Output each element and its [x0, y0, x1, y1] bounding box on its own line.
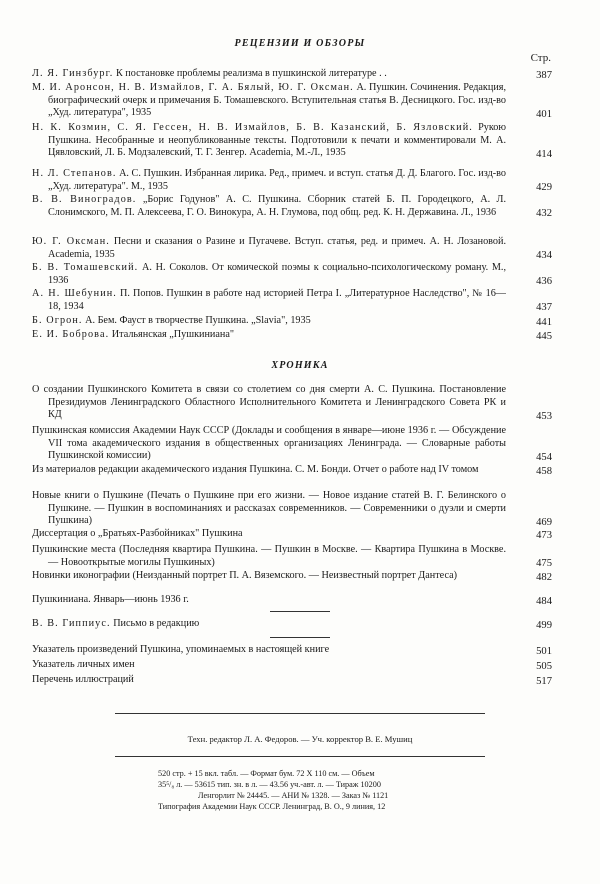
index-title: Указатель личных имен	[32, 659, 135, 670]
page-number: 437	[536, 302, 552, 314]
page-number: 501	[536, 645, 552, 657]
review-entry	[32, 288, 552, 313]
review-title: К постановке проблемы реализма в пушкинской литературе . .	[115, 68, 387, 79]
review-title: А. Бем. Фауст в творчестве Пушкина. „Slavia", 1935	[85, 315, 311, 326]
review-title: Итальянская „Пушкиниана"	[111, 329, 235, 340]
review-title: А. Н. Соколов. От комической поэмы к социально-психологическому роману. М., 1936	[48, 262, 507, 286]
chronicle-entry	[32, 570, 552, 583]
review-entry	[32, 194, 552, 219]
review-title: А. Пушкин. Сочинения. Редакция, биографический очерк и примечания Б. Томашевского. Вступительная статья В. Десницкого. Гос. изд-во „Худ. литература", 1935	[48, 82, 507, 119]
review-title: Песни и сказания о Разине и Пугачеве. Вступ. статья, ред. и примеч. А. Н. Лозановой. Academia, 1935	[48, 236, 507, 260]
page-number: 434	[536, 250, 552, 262]
review-title: „Борис Годунов" А. С. Пушкина. Сборник статей Б. П. Городецкого, А. Л. Слонимского, М. П. Алексеева, Г. О. Винокура, А. Н. Глумова, под общ. ред. К. Н. Державина. Л., 1936	[48, 194, 507, 218]
page-number: 484	[536, 595, 552, 607]
imprint-block	[158, 768, 458, 812]
page-number: 401	[536, 108, 552, 120]
credits-line: Техн. редактор Л. А. Федоров. — Уч. корректор В. Е. Мушиц	[187, 734, 413, 744]
index-entry	[32, 644, 552, 657]
divider	[115, 756, 485, 757]
page-number: 436	[536, 276, 552, 288]
review-author: Н. Л. Степанов.	[32, 168, 117, 179]
review-author: М. И. Аронсон, Н. В. Измайлов, Г. А. Бялый, Ю. Г. Оксман.	[32, 82, 354, 93]
review-title: А. С. Пушкин. Избранная лирика. Ред., примеч. и вступ. статья Д. Д. Благого. Гос. изд-во „Худ. литература". М., 1935	[48, 168, 507, 192]
review-entry	[32, 329, 552, 342]
review-entry	[32, 82, 552, 120]
page-number: 429	[536, 182, 552, 194]
review-entry	[32, 236, 552, 261]
review-entry	[32, 315, 552, 328]
review-entry	[32, 68, 552, 81]
page-number: 473	[536, 529, 552, 541]
chronicle-entry	[32, 528, 552, 541]
review-author: Е. И. Боброва.	[32, 329, 110, 340]
chronicle-title: Пушкинские места (Последняя квартира Пушкина. — Пушкин в Москве. — Квартира Пушкина в Москве. — Новооткрытые могилы Пушкиных)	[32, 544, 506, 568]
page-number: 414	[536, 148, 552, 160]
review-author: Н. К. Козмин, С. Я. Гессен, Н. В. Измайлов, Б. В. Казанский, Б. Язловский.	[32, 122, 473, 133]
page-number: 445	[536, 330, 552, 342]
chronicle-entry	[32, 425, 552, 463]
chronicle-entry	[32, 594, 552, 607]
review-author: Б. В. Томашевский.	[32, 262, 139, 273]
imprint-line: 35⁵/₈ л. — 53615 тип. зн. в л. — 43.56 уч.-авт. л. — Тираж 10200	[158, 780, 381, 789]
page-number: 387	[536, 69, 552, 81]
chronicle-title: Новые книги о Пушкине (Печать о Пушкине при его жизни. — Новое издание статей В. Г. Белинского о Пушкине. — Пушкин в воспоминаниях и рассказах современников. — Современники о дуэли и смерти Пушкина)	[32, 490, 506, 527]
chronicle-title: Пушкиниана. Январь—июнь 1936 г.	[32, 594, 189, 605]
page-number: 469	[536, 516, 552, 528]
letter-title: Письмо в редакцию	[113, 618, 200, 629]
review-author: А. Н. Шебунин.	[32, 288, 117, 299]
review-entry	[32, 262, 552, 287]
chronicle-entry	[32, 490, 552, 528]
chronicle-title: О создании Пушкинского Комитета в связи со столетием со дня смерти А. С. Пушкина. Постановление Президиумов Ленинградского Областного Исполнительного Комитета и Ленинградского Совета РК и КД	[32, 384, 506, 421]
page-number: 482	[536, 571, 552, 583]
page-number: 505	[536, 660, 552, 672]
index-title: Перечень иллюстраций	[32, 674, 134, 685]
page-number: 441	[536, 316, 552, 328]
review-title: Рукою Пушкина. Несобранные и неопубликованные тексты. Подготовили к печати и комментировали М. А. Цявловский, Л. Б. Модзалевский, Т. Г. Зенгер. Academia, М.-Л., 1935	[48, 122, 507, 159]
chronicle-entry	[32, 384, 552, 422]
page-number: 458	[536, 465, 552, 477]
index-entry	[32, 674, 552, 687]
index-entry	[32, 659, 552, 672]
chronicle-title: Из материалов редакции академического издания Пушкина. С. М. Бонди. Отчет о работе над IV томом	[32, 464, 479, 475]
chronicle-title: Диссертация о „Братьях-Разбойниках" Пушкина	[32, 528, 243, 539]
chronicle-entry	[32, 544, 552, 569]
imprint-line: Ленгорлит № 24445. — АНИ № 1328. — Заказ № 1121	[198, 791, 389, 800]
letter-author: В. В. Гиппиус.	[32, 618, 111, 629]
review-author: В. В. Виноградов.	[32, 194, 137, 205]
review-author: Б. Огрон.	[32, 315, 83, 326]
page-number: 499	[536, 619, 552, 631]
page-number: 432	[536, 208, 552, 220]
chronicle-section-title: ХРОНИКА	[271, 360, 329, 371]
page-number: 453	[536, 410, 552, 422]
imprint-line: 520 стр. + 15 вкл. табл. — Формат бум. 72 X 110 см. — Объем	[158, 769, 375, 778]
chronicle-title: Новинки иконографии (Неизданный портрет П. А. Вяземского. — Неизвестный портрет Дантеса)	[32, 570, 458, 581]
imprint-line: Типография Академии Наук СССР. Ленинград, В. О., 9 линия, 12	[158, 802, 386, 811]
divider	[270, 611, 330, 612]
divider	[115, 713, 485, 714]
review-author: Л. Я. Гинзбург.	[32, 68, 114, 79]
reviews-section-title: РЕЦЕНЗИИ И ОБЗОРЫ	[234, 38, 366, 49]
chronicle-entry	[32, 464, 552, 477]
page-number: 454	[536, 451, 552, 463]
page-number: 517	[536, 675, 552, 687]
review-entry	[32, 122, 552, 160]
review-entry	[32, 168, 552, 193]
divider	[270, 637, 330, 638]
review-title: П. Попов. Пушкин в работе над историей Петра I. „Литературное Наследство", № 16—18, 1934	[48, 288, 506, 312]
page-number: 475	[536, 558, 552, 570]
chronicle-title: Пушкинская комиссия Академии Наук СССР (Доклады и сообщения в январе—июне 1936 г. — Обсуждение VII тома академического издания в общественных организациях Ленинграда. — Словарные работы Пушкинской комиссии)	[32, 425, 506, 462]
index-title: Указатель произведений Пушкина, упоминаемых в настоящей книге	[32, 644, 330, 655]
page-column-label: Стр.	[530, 52, 551, 64]
review-author: Ю. Г. Оксман.	[32, 236, 110, 247]
letter-entry	[32, 618, 552, 631]
